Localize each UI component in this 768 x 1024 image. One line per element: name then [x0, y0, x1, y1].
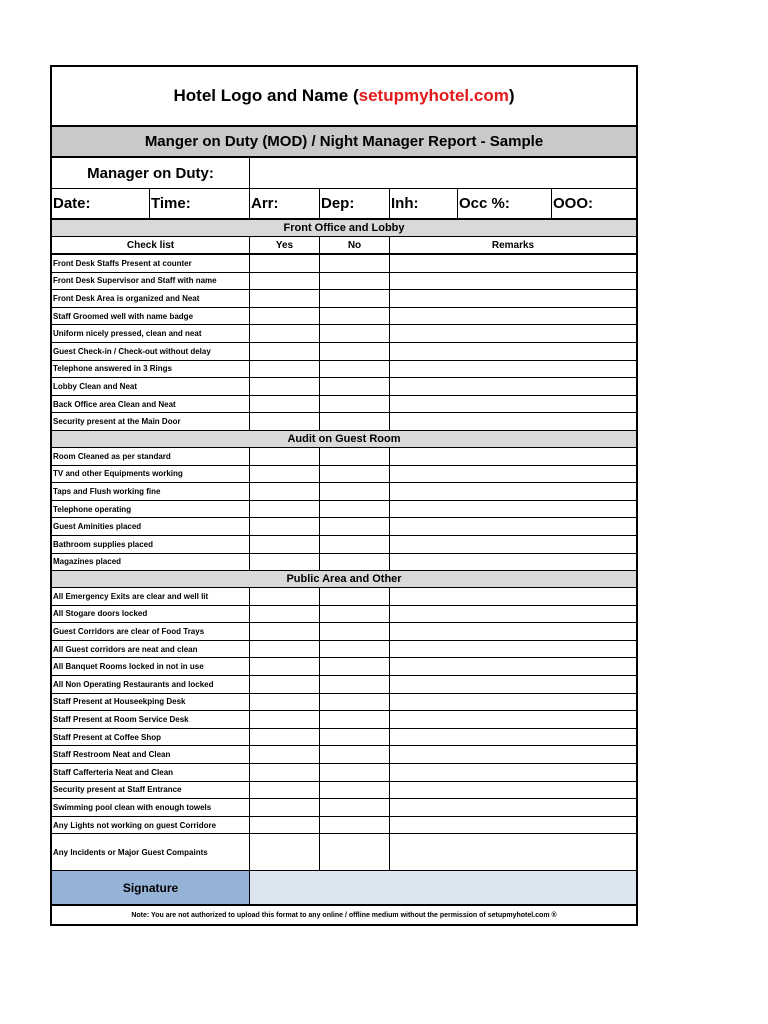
- check-item-label: Guest Corridors are clear of Food Trays: [52, 623, 250, 640]
- yes-cell[interactable]: [250, 273, 320, 290]
- yes-cell[interactable]: [250, 361, 320, 378]
- no-cell[interactable]: [320, 799, 390, 816]
- table-row: [52, 325, 636, 343]
- title-prefix: Hotel Logo and Name (: [173, 86, 359, 105]
- remarks-cell[interactable]: [390, 834, 636, 870]
- remarks-cell[interactable]: [390, 676, 636, 693]
- check-item-label: Front Desk Area is organized and Neat: [52, 290, 250, 307]
- no-cell[interactable]: [320, 501, 390, 518]
- footer-note: Note: You are not authorized to upload this format to any online / offline medium without the permission of setupmyhotel.com ®: [131, 911, 557, 919]
- remarks-cell[interactable]: [390, 483, 636, 500]
- table-row: [52, 606, 636, 624]
- yes-cell[interactable]: [250, 711, 320, 728]
- no-cell[interactable]: [320, 483, 390, 500]
- yes-cell[interactable]: [250, 378, 320, 395]
- info-field-3[interactable]: Dep:: [320, 189, 390, 218]
- table-row: [52, 466, 636, 484]
- yes-cell[interactable]: [250, 290, 320, 307]
- no-cell[interactable]: [320, 343, 390, 360]
- column-header-check: Check list: [52, 237, 250, 253]
- table-row: [52, 658, 636, 676]
- info-field-5[interactable]: Occ %:: [458, 189, 552, 218]
- remarks-cell[interactable]: [390, 782, 636, 799]
- check-item-label: All Emergency Exits are clear and well lit: [52, 588, 250, 605]
- brand-link[interactable]: setupmyhotel.com: [358, 86, 509, 105]
- table-row: [52, 817, 636, 835]
- column-header-yes: Yes: [250, 237, 320, 253]
- remarks-cell[interactable]: [390, 658, 636, 675]
- yes-cell[interactable]: [250, 343, 320, 360]
- table-row: [52, 623, 636, 641]
- yes-cell[interactable]: [250, 466, 320, 483]
- table-row: [52, 746, 636, 764]
- table-row: [52, 361, 636, 379]
- table-row: [52, 483, 636, 501]
- check-item-label: Staff Restroom Neat and Clean: [52, 746, 250, 763]
- check-item-label: Guest Check-in / Check-out without delay: [52, 343, 250, 360]
- check-item-label: Back Office area Clean and Neat: [52, 396, 250, 413]
- no-cell[interactable]: [320, 518, 390, 535]
- table-row: [52, 536, 636, 554]
- yes-cell[interactable]: [250, 658, 320, 675]
- check-item-label: All Non Operating Restaurants and locked: [52, 676, 250, 693]
- table-row: [52, 711, 636, 729]
- check-item-label: Security present at the Main Door: [52, 413, 250, 430]
- table-row: [52, 290, 636, 308]
- yes-cell[interactable]: [250, 782, 320, 799]
- remarks-cell[interactable]: [390, 536, 636, 553]
- no-cell[interactable]: [320, 641, 390, 658]
- remarks-cell[interactable]: [390, 325, 636, 342]
- yes-cell[interactable]: [250, 483, 320, 500]
- remarks-cell[interactable]: [390, 448, 636, 465]
- check-item-label: Staff Cafferteria Neat and Clean: [52, 764, 250, 781]
- yes-cell[interactable]: [250, 588, 320, 605]
- yes-cell[interactable]: [250, 729, 320, 746]
- info-row: [52, 189, 636, 220]
- title-suffix: ): [508, 86, 515, 105]
- no-cell[interactable]: [320, 413, 390, 430]
- column-header-row: [52, 237, 636, 255]
- remarks-cell[interactable]: [390, 623, 636, 640]
- manager-on-duty-field[interactable]: [250, 158, 636, 188]
- remarks-cell[interactable]: [390, 255, 636, 272]
- yes-cell[interactable]: [250, 817, 320, 834]
- section-title: Front Office and Lobby: [52, 220, 636, 237]
- remarks-cell[interactable]: [390, 273, 636, 290]
- table-row: [52, 255, 636, 273]
- remarks-cell[interactable]: [390, 396, 636, 413]
- no-cell[interactable]: [320, 676, 390, 693]
- check-item-label: Staff Present at Houseekping Desk: [52, 694, 250, 711]
- check-item-label: Magazines placed: [52, 554, 250, 571]
- signature-label: Signature: [52, 871, 250, 904]
- yes-cell[interactable]: [250, 641, 320, 658]
- table-row: [52, 641, 636, 659]
- check-item-label: Room Cleaned as per standard: [52, 448, 250, 465]
- remarks-cell[interactable]: [390, 817, 636, 834]
- remarks-cell[interactable]: [390, 413, 636, 430]
- check-item-label: Staff Present at Room Service Desk: [52, 711, 250, 728]
- remarks-cell[interactable]: [390, 308, 636, 325]
- check-item-label: Telephone answered in 3 Rings: [52, 361, 250, 378]
- yes-cell[interactable]: [250, 308, 320, 325]
- info-field-4[interactable]: Inh:: [390, 189, 458, 218]
- no-cell[interactable]: [320, 536, 390, 553]
- check-item-label: Bathroom supplies placed: [52, 536, 250, 553]
- table-row: [52, 308, 636, 326]
- remarks-cell[interactable]: [390, 729, 636, 746]
- remarks-cell[interactable]: [390, 466, 636, 483]
- yes-cell[interactable]: [250, 255, 320, 272]
- no-cell[interactable]: [320, 255, 390, 272]
- column-header-remarks: Remarks: [491, 239, 535, 251]
- remarks-cell[interactable]: [390, 290, 636, 307]
- table-row: [52, 729, 636, 747]
- no-cell[interactable]: [320, 817, 390, 834]
- no-cell[interactable]: [320, 623, 390, 640]
- table-row: [52, 501, 636, 519]
- remarks-cell[interactable]: [390, 746, 636, 763]
- table-row: [52, 396, 636, 414]
- yes-cell[interactable]: [250, 448, 320, 465]
- info-field-1[interactable]: Time:: [150, 189, 250, 218]
- check-item-label: All Stogare doors locked: [52, 606, 250, 623]
- no-cell[interactable]: [320, 694, 390, 711]
- remarks-cell[interactable]: [390, 711, 636, 728]
- yes-cell[interactable]: [250, 396, 320, 413]
- no-cell[interactable]: [320, 308, 390, 325]
- no-cell[interactable]: [320, 448, 390, 465]
- yes-cell[interactable]: [250, 746, 320, 763]
- table-row: [52, 694, 636, 712]
- table-row: [52, 518, 636, 536]
- info-field-6[interactable]: OOO:: [553, 195, 593, 212]
- info-field-2[interactable]: Arr:: [250, 189, 320, 218]
- check-item-label: Taps and Flush working fine: [52, 483, 250, 500]
- yes-cell[interactable]: [250, 834, 320, 870]
- table-row: [52, 834, 636, 870]
- yes-cell[interactable]: [250, 536, 320, 553]
- signature-row: [52, 870, 636, 906]
- remarks-cell[interactable]: [390, 378, 636, 395]
- table-row: [52, 273, 636, 291]
- table-row: [52, 343, 636, 361]
- check-item-label: Staff Present at Coffee Shop: [52, 729, 250, 746]
- remarks-cell[interactable]: [390, 606, 636, 623]
- remarks-cell[interactable]: [390, 518, 636, 535]
- no-cell[interactable]: [320, 554, 390, 571]
- table-row: [52, 782, 636, 800]
- table-row: [52, 378, 636, 396]
- table-row: [52, 588, 636, 606]
- no-cell[interactable]: [320, 378, 390, 395]
- table-row: [52, 799, 636, 817]
- yes-cell[interactable]: [250, 623, 320, 640]
- form-title: [52, 67, 636, 127]
- remarks-cell[interactable]: [390, 501, 636, 518]
- section-title: Audit on Guest Room: [52, 431, 636, 448]
- check-item-label: Any Incidents or Major Guest Compaints: [52, 834, 250, 870]
- no-cell[interactable]: [320, 711, 390, 728]
- check-item-label: Security present at Staff Entrance: [52, 782, 250, 799]
- check-item-label: All Banquet Rooms locked in not in use: [52, 658, 250, 675]
- yes-cell[interactable]: [250, 325, 320, 342]
- remarks-cell[interactable]: [390, 554, 636, 571]
- check-item-label: Staff Groomed well with name badge: [52, 308, 250, 325]
- no-cell[interactable]: [320, 466, 390, 483]
- table-row: [52, 764, 636, 782]
- remarks-cell[interactable]: [390, 361, 636, 378]
- check-item-label: Lobby Clean and Neat: [52, 378, 250, 395]
- info-field-0[interactable]: Date:: [52, 189, 150, 218]
- check-item-label: Swimming pool clean with enough towels: [52, 799, 250, 816]
- yes-cell[interactable]: [250, 518, 320, 535]
- table-row: [52, 448, 636, 466]
- checklist-sections: [52, 220, 636, 870]
- check-item-label: Any Lights not working on guest Corridore: [52, 817, 250, 834]
- yes-cell[interactable]: [250, 676, 320, 693]
- no-cell[interactable]: [320, 746, 390, 763]
- no-cell[interactable]: [320, 606, 390, 623]
- check-item-label: TV and other Equipments working: [52, 466, 250, 483]
- table-row: [52, 413, 636, 431]
- no-cell[interactable]: [320, 782, 390, 799]
- yes-cell[interactable]: [250, 606, 320, 623]
- remarks-cell[interactable]: [390, 764, 636, 781]
- manager-on-duty-row: [52, 158, 636, 189]
- remarks-cell[interactable]: [390, 799, 636, 816]
- no-cell[interactable]: [320, 273, 390, 290]
- table-row: [52, 676, 636, 694]
- check-item-label: All Guest corridors are neat and clean: [52, 641, 250, 658]
- remarks-cell[interactable]: [390, 588, 636, 605]
- check-item-label: Telephone operating: [52, 501, 250, 518]
- table-row: [52, 554, 636, 572]
- column-header-no: No: [320, 237, 390, 253]
- manager-on-duty-label: Manager on Duty:: [52, 158, 250, 188]
- yes-cell[interactable]: [250, 799, 320, 816]
- check-item-label: Front Desk Staffs Present at counter: [52, 255, 250, 272]
- section-title: Public Area and Other: [52, 571, 636, 588]
- remarks-cell[interactable]: [390, 641, 636, 658]
- yes-cell[interactable]: [250, 501, 320, 518]
- remarks-cell[interactable]: [390, 343, 636, 360]
- no-cell[interactable]: [320, 588, 390, 605]
- no-cell[interactable]: [320, 290, 390, 307]
- check-item-label: Guest Aminities placed: [52, 518, 250, 535]
- no-cell[interactable]: [320, 396, 390, 413]
- signature-field[interactable]: [250, 871, 636, 904]
- yes-cell[interactable]: [250, 694, 320, 711]
- no-cell[interactable]: [320, 729, 390, 746]
- check-item-label: Front Desk Supervisor and Staff with name: [52, 273, 250, 290]
- no-cell[interactable]: [320, 658, 390, 675]
- no-cell[interactable]: [320, 361, 390, 378]
- yes-cell[interactable]: [250, 554, 320, 571]
- no-cell[interactable]: [320, 764, 390, 781]
- yes-cell[interactable]: [250, 413, 320, 430]
- no-cell[interactable]: [320, 325, 390, 342]
- remarks-cell[interactable]: [390, 694, 636, 711]
- no-cell[interactable]: [320, 834, 390, 870]
- form-subtitle: Manger on Duty (MOD) / Night Manager Report - Sample: [52, 127, 636, 158]
- yes-cell[interactable]: [250, 764, 320, 781]
- check-item-label: Uniform nicely pressed, clean and neat: [52, 325, 250, 342]
- mod-report-form: [50, 65, 638, 926]
